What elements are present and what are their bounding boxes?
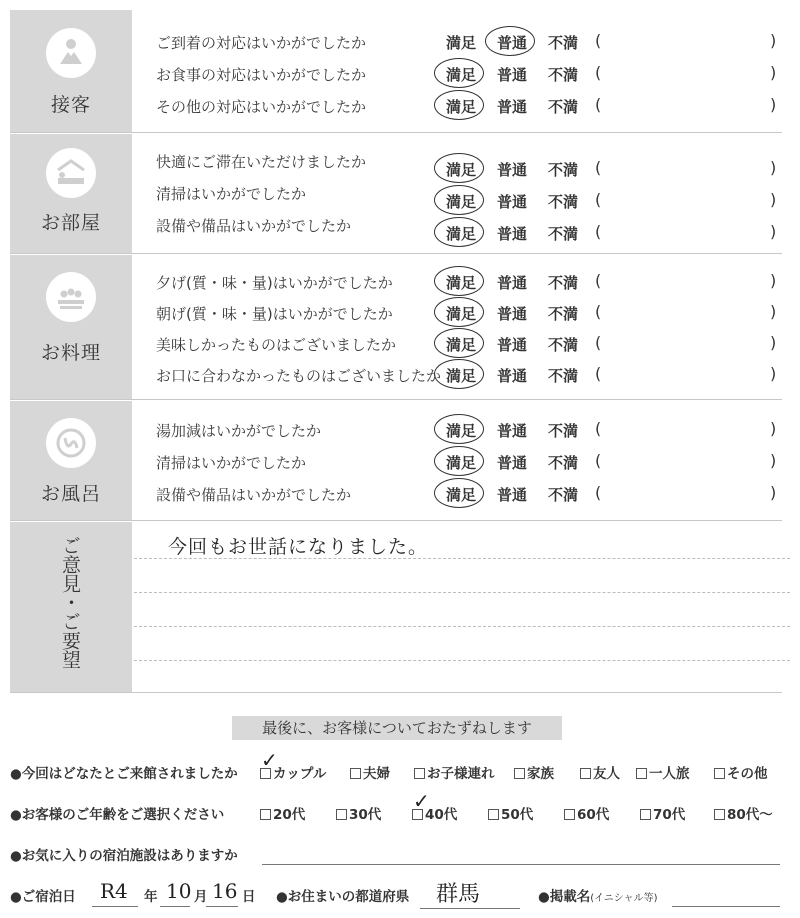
- age-option-label: 20代: [273, 807, 306, 823]
- choice-satisfied[interactable]: 満足: [446, 336, 477, 354]
- section-room: [10, 134, 782, 254]
- residence-value[interactable]: 群馬: [436, 882, 481, 907]
- close-paren: ): [770, 222, 777, 241]
- age-option[interactable]: [714, 803, 773, 823]
- open-paren: (: [595, 419, 602, 438]
- close-paren: ): [770, 302, 777, 321]
- publish-name-label: [538, 885, 657, 905]
- day-unit: 日: [242, 889, 256, 905]
- visit-option-label: カップル: [273, 766, 327, 782]
- question-text: ご到着の対応はいかがでしたか: [156, 34, 367, 52]
- choice-normal[interactable]: 普通: [497, 161, 528, 179]
- section-service: [10, 10, 782, 133]
- checkbox[interactable]: [714, 768, 725, 779]
- choice-dissatisfied[interactable]: 不満: [548, 422, 579, 440]
- checkbox[interactable]: [514, 768, 525, 779]
- close-paren: ): [770, 190, 777, 209]
- circle-badge: [46, 272, 96, 322]
- choice-normal[interactable]: 普通: [497, 422, 528, 440]
- section-food: [10, 255, 782, 400]
- age-option[interactable]: [640, 803, 685, 823]
- stay-label: ●ご宿泊日: [10, 889, 76, 905]
- close-paren: ): [770, 483, 777, 502]
- section-title: お料理: [40, 342, 101, 364]
- section-sidebar: [10, 401, 132, 520]
- question-text: 設備や備品はいかがでしたか: [156, 217, 352, 235]
- choice-normal[interactable]: 普通: [497, 336, 528, 354]
- question-text: お食事の対応はいかがでしたか: [156, 66, 367, 84]
- visit-option[interactable]: [260, 748, 327, 782]
- visit-option[interactable]: [636, 762, 690, 782]
- choice-dissatisfied[interactable]: 不満: [548, 225, 579, 243]
- choice-dissatisfied[interactable]: 不満: [548, 66, 579, 84]
- checkbox[interactable]: [636, 768, 647, 779]
- checkbox[interactable]: [580, 768, 591, 779]
- choice-satisfied[interactable]: 満足: [446, 161, 477, 179]
- question-text: 清掃はいかがでしたか: [156, 454, 307, 472]
- favorite-field[interactable]: [262, 864, 780, 865]
- close-paren: ): [770, 95, 777, 114]
- section-sidebar: [10, 255, 132, 399]
- question-text: 快適にご滞在いただけましたか: [156, 153, 367, 171]
- checkbox[interactable]: [260, 809, 271, 820]
- visit-option[interactable]: [580, 762, 620, 782]
- choice-dissatisfied[interactable]: 不満: [548, 274, 579, 292]
- final-heading: 最後に、お客様についておたずねします: [232, 716, 562, 740]
- open-paren: (: [595, 158, 602, 177]
- choice-satisfied[interactable]: 満足: [446, 193, 477, 211]
- person-icon: [46, 28, 96, 78]
- publish-name-label-text: ●掲載名: [538, 889, 591, 905]
- choice-normal[interactable]: 普通: [497, 305, 528, 323]
- close-paren: ): [770, 451, 777, 470]
- choice-dissatisfied[interactable]: 不満: [548, 193, 579, 211]
- visit-label: ●今回はどなたとご来館されましたか: [10, 766, 238, 782]
- open-paren: (: [595, 31, 602, 50]
- open-paren: (: [595, 483, 602, 502]
- stay-day-line: [206, 906, 238, 907]
- choice-normal[interactable]: 普通: [497, 66, 528, 84]
- checkbox[interactable]: [336, 809, 347, 820]
- stay-month-line: [160, 906, 190, 907]
- choice-dissatisfied[interactable]: 不満: [548, 305, 579, 323]
- stay-month[interactable]: 10: [166, 879, 192, 903]
- comment-line: [134, 592, 790, 593]
- open-paren: (: [595, 451, 602, 470]
- stay-year-line: [92, 906, 138, 907]
- visit-option[interactable]: [350, 762, 390, 782]
- question-text: 湯加減はいかがでしたか: [156, 422, 322, 440]
- section-bath: [10, 401, 782, 521]
- checkbox[interactable]: [714, 809, 725, 820]
- open-paren: (: [595, 364, 602, 383]
- choice-satisfied[interactable]: 満足: [446, 422, 477, 440]
- age-option-label: 80代〜: [727, 807, 773, 823]
- choice-normal[interactable]: 普通: [497, 98, 528, 116]
- comment-line: [134, 558, 790, 559]
- month-unit: 月: [194, 889, 208, 905]
- close-paren: ): [770, 63, 777, 82]
- visit-option[interactable]: [414, 762, 495, 782]
- age-option-label: 50代: [501, 807, 534, 823]
- stay-era-year[interactable]: R4: [100, 879, 128, 903]
- choice-satisfied[interactable]: 満足: [446, 274, 477, 292]
- age-option[interactable]: [336, 803, 381, 823]
- close-paren: ): [770, 271, 777, 290]
- question-text: 夕げ(質・味・量)はいかがでしたか: [156, 274, 393, 292]
- age-option[interactable]: [564, 803, 609, 823]
- visit-option[interactable]: [514, 762, 554, 782]
- visit-option-label: 夫婦: [363, 766, 390, 782]
- choice-satisfied[interactable]: 満足: [446, 305, 477, 323]
- open-paren: (: [595, 190, 602, 209]
- hot-spring-icon: [46, 418, 96, 468]
- close-paren: ): [770, 333, 777, 352]
- section-sidebar: [10, 134, 132, 253]
- open-paren: (: [595, 333, 602, 352]
- visit-option-label: 一人旅: [649, 766, 690, 782]
- choice-dissatisfied[interactable]: 不満: [548, 34, 579, 52]
- circle-badge: [46, 418, 96, 468]
- choice-dissatisfied[interactable]: 不満: [548, 161, 579, 179]
- question-text: 朝げ(質・味・量)はいかがでしたか: [156, 305, 393, 323]
- publish-name-note: (イニシャル等): [590, 893, 658, 904]
- section-title: お部屋: [40, 212, 101, 234]
- visit-option-label: お子様連れ: [427, 766, 495, 782]
- choice-satisfied[interactable]: 満足: [446, 486, 477, 504]
- circle-badge: [46, 28, 96, 78]
- close-paren: ): [770, 419, 777, 438]
- choice-satisfied[interactable]: 満足: [446, 225, 477, 243]
- choice-normal[interactable]: 普通: [497, 34, 528, 52]
- age-option-label: 30代: [349, 807, 382, 823]
- circle-badge: [46, 148, 96, 198]
- age-option-label: 60代: [577, 807, 610, 823]
- visit-option[interactable]: [714, 762, 768, 782]
- choice-normal[interactable]: 普通: [497, 193, 528, 211]
- close-paren: ): [770, 31, 777, 50]
- choice-dissatisfied[interactable]: 不満: [548, 367, 579, 385]
- question-text: お口に合わなかったものはございましたか: [156, 367, 442, 385]
- checkbox[interactable]: [350, 768, 361, 779]
- choice-dissatisfied[interactable]: 不満: [548, 336, 579, 354]
- choice-dissatisfied[interactable]: 不満: [548, 486, 579, 504]
- choice-normal[interactable]: 普通: [497, 454, 528, 472]
- visit-option-label: その他: [727, 766, 768, 782]
- open-paren: (: [595, 63, 602, 82]
- open-paren: (: [595, 95, 602, 114]
- choice-satisfied[interactable]: 満足: [446, 66, 477, 84]
- close-paren: ): [770, 158, 777, 177]
- question-text: 清掃はいかがでしたか: [156, 185, 307, 203]
- check-mark-icon: ✓: [261, 748, 278, 772]
- checkbox[interactable]: [564, 809, 575, 820]
- open-paren: (: [595, 271, 602, 290]
- choice-normal[interactable]: 普通: [497, 486, 528, 504]
- section-sidebar: [10, 10, 132, 132]
- age-option[interactable]: [412, 789, 458, 823]
- choice-satisfied[interactable]: 満足: [446, 98, 477, 116]
- check-mark-icon: ✓: [413, 789, 430, 813]
- age-option[interactable]: [260, 803, 305, 823]
- comment-line: [134, 660, 790, 661]
- checkbox[interactable]: [414, 768, 425, 779]
- age-option[interactable]: [488, 803, 533, 823]
- choice-satisfied[interactable]: 満足: [446, 34, 477, 52]
- section-sidebar: [10, 522, 132, 692]
- room-icon: [46, 148, 96, 198]
- choice-normal[interactable]: 普通: [497, 274, 528, 292]
- choice-dissatisfied[interactable]: 不満: [548, 98, 579, 116]
- open-paren: (: [595, 302, 602, 321]
- age-option-label: 40代: [425, 807, 458, 823]
- residence-line: [420, 908, 520, 909]
- comments-handwritten[interactable]: 今回もお世話になりました。: [168, 536, 429, 558]
- section-title: 接客: [50, 94, 91, 116]
- open-paren: (: [595, 222, 602, 241]
- stay-day[interactable]: 16: [212, 879, 238, 903]
- visit-option-label: 友人: [593, 766, 620, 782]
- comment-line: [134, 626, 790, 627]
- favorite-label: ●お気に入りの宿泊施設はありますか: [10, 848, 238, 864]
- question-text: 設備や備品はいかがでしたか: [156, 486, 352, 504]
- choice-normal[interactable]: 普通: [497, 367, 528, 385]
- food-icon: [46, 272, 96, 322]
- residence-label: ●お住まいの都道府県: [276, 889, 410, 905]
- choice-satisfied[interactable]: 満足: [446, 454, 477, 472]
- age-label: ●お客様のご年齢をご選択ください: [10, 807, 225, 823]
- publish-name-field[interactable]: [672, 906, 780, 907]
- choice-dissatisfied[interactable]: 不満: [548, 454, 579, 472]
- choice-satisfied[interactable]: 満足: [446, 367, 477, 385]
- choice-normal[interactable]: 普通: [497, 225, 528, 243]
- question-text: 美味しかったものはございましたか: [156, 336, 397, 354]
- year-unit: 年: [144, 889, 158, 905]
- question-text: その他の対応はいかがでしたか: [156, 98, 367, 116]
- close-paren: ): [770, 364, 777, 383]
- checkbox[interactable]: [640, 809, 651, 820]
- comments-title: ご意見・ご要望: [59, 536, 81, 669]
- section-title: お風呂: [40, 483, 101, 505]
- checkbox[interactable]: [488, 809, 499, 820]
- age-option-label: 70代: [653, 807, 686, 823]
- visit-option-label: 家族: [527, 766, 554, 782]
